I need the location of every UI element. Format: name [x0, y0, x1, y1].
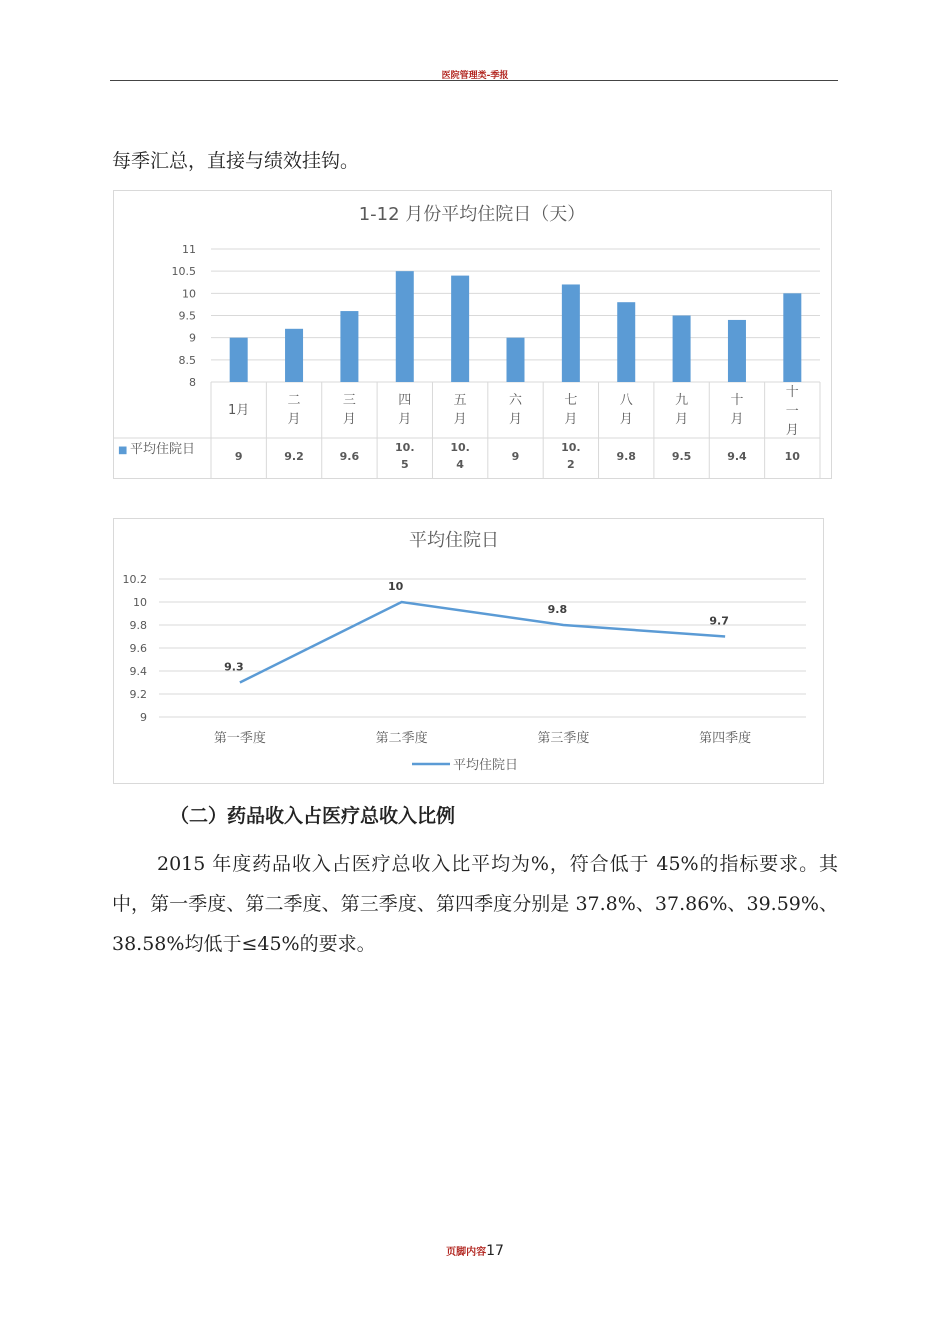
y-tick-label: 8: [189, 376, 196, 389]
category-label: 三: [342, 393, 356, 408]
y-tick-label: 9: [189, 331, 196, 345]
y-tick-label: 9: [140, 711, 147, 724]
bar: [617, 302, 635, 382]
category-label: 八: [619, 393, 633, 408]
category-label: 月: [342, 412, 356, 427]
bar: [230, 338, 248, 382]
bar-chart-container: [113, 190, 832, 479]
table-value: 9: [511, 450, 520, 463]
category-label: 月: [453, 412, 467, 427]
table-value: 9.8: [616, 450, 636, 463]
y-tick-label: 10.2: [122, 573, 147, 586]
intro-paragraph: 每季汇总，直接与绩效挂钩。: [112, 150, 360, 172]
bar: [451, 276, 469, 382]
category-label: 五: [453, 393, 467, 408]
table-value: 9.2: [284, 450, 304, 463]
bar: [285, 329, 303, 382]
y-tick-label: 9.4: [129, 665, 147, 678]
category-label: 月: [785, 423, 799, 438]
y-tick-label: 10: [133, 596, 147, 609]
y-tick-label: 8.5: [178, 353, 196, 367]
category-label: 十: [785, 385, 799, 400]
line-chart-container: [113, 518, 824, 784]
bar: [728, 320, 746, 382]
bar-chart: [114, 191, 831, 478]
header-rule: [110, 80, 838, 81]
category-label: 月: [564, 412, 578, 427]
data-label: 10: [387, 580, 404, 593]
data-label: 9.8: [547, 603, 568, 616]
table-value: 9.6: [339, 450, 360, 463]
category-label: 月: [398, 412, 412, 427]
category-label: 一: [785, 404, 799, 419]
line-chart: [114, 519, 823, 783]
table-value: 10.: [395, 441, 415, 454]
y-tick-label: 9.8: [129, 619, 147, 632]
legend-marker: ■: [118, 445, 128, 456]
table-value: 10.: [561, 441, 581, 454]
page-footer: [0, 1243, 950, 1259]
y-tick-label: 9.6: [129, 642, 147, 655]
category-label: 第二季度: [375, 731, 428, 746]
category-label: 月: [619, 412, 633, 427]
category-label: 1月: [228, 403, 250, 418]
table-value: 4: [456, 458, 464, 471]
footer-label: 页脚内容: [446, 1247, 487, 1258]
chart-title: 1-12 月份平均住院日（天）: [358, 204, 586, 225]
table-value: 9.4: [727, 450, 747, 463]
category-label: 月: [675, 412, 689, 427]
bar: [396, 271, 414, 382]
legend-label: 平均住院日: [130, 442, 196, 457]
table-value: 10.: [450, 441, 470, 454]
table-value: 10: [784, 450, 800, 463]
category-label: 四: [398, 393, 412, 408]
table-value: 9: [234, 450, 243, 463]
legend-label: 平均住院日: [453, 758, 519, 773]
chart-title: 平均住院日: [409, 530, 499, 551]
y-tick-label: 10: [182, 287, 196, 301]
y-tick-label: 9.5: [178, 309, 196, 323]
table-value: 9.5: [671, 450, 692, 463]
category-label: 第三季度: [537, 731, 590, 746]
category-label: 二: [287, 393, 301, 408]
bar: [507, 338, 525, 382]
data-label: 9.7: [709, 614, 729, 628]
category-label: 月: [287, 412, 301, 427]
section-heading: （二）药品收入占医疗总收入比例: [170, 805, 456, 827]
bar: [783, 293, 801, 382]
bar: [340, 311, 358, 382]
category-label: 六: [508, 393, 523, 408]
series-line: [240, 602, 725, 683]
table-value: 5: [400, 458, 409, 471]
category-label: 十: [730, 393, 744, 408]
y-tick-label: 10.5: [171, 265, 196, 279]
category-label: 七: [564, 393, 578, 408]
bar: [562, 284, 580, 382]
table-value: 2: [567, 458, 575, 471]
page-header: 医院管理类-季报: [441, 71, 509, 81]
category-label: 月: [730, 412, 744, 427]
data-label: 9.3: [224, 660, 244, 674]
category-label: 九: [675, 393, 689, 408]
bar: [673, 316, 691, 383]
y-tick-label: 11: [182, 243, 196, 256]
page-number: 17: [486, 1243, 504, 1259]
body-paragraph: 2015 年度药品收入占医疗总收入比平均为%，符合低于 45%的指标要求。其中，第一季度、第二季度、第三季度、第四季度分别是 37.8%、37.86%、39.59%、38.58%均低于≤45%的要求。: [112, 853, 838, 955]
category-label: 月: [508, 412, 523, 427]
y-tick-label: 9.2: [129, 688, 147, 701]
category-label: 第四季度: [699, 731, 752, 746]
category-label: 第一季度: [213, 731, 266, 746]
